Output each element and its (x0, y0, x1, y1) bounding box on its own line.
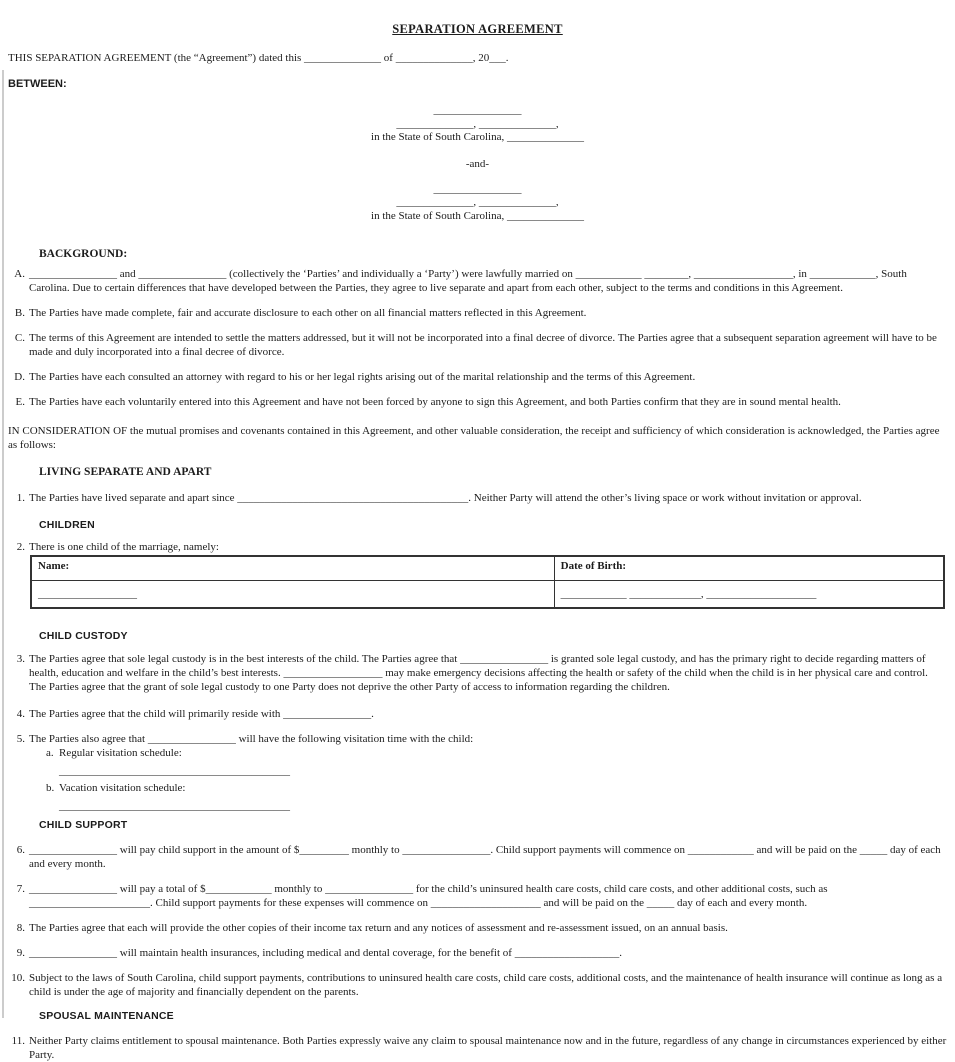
clause-number: 6. (16, 844, 25, 856)
clause-number: 5. (16, 733, 25, 745)
item-marker: B. (14, 307, 25, 319)
clause-number: 2. (16, 541, 25, 553)
children-table-cell-dob: ____________ _____________, ____________________ (554, 581, 944, 609)
vacation-visitation-blank: __________________________________________ (59, 800, 290, 812)
consideration-clause: IN CONSIDERATION OF the mutual promises and covenants contained in this Agreement, and other valuable consideration, the receipt and sufficiency of which consideration is acknowledged, the Parties agree as follows: (8, 425, 940, 451)
item-marker: D. (14, 371, 25, 383)
background-heading: BACKGROUND: (39, 248, 128, 260)
regular-visitation-blank: __________________________________________ (59, 765, 290, 777)
clause-7 (8, 882, 947, 910)
background-item-d (8, 370, 947, 384)
children-table-cell-name: __________________ (31, 581, 554, 609)
clause-text: ________________ will pay child support in the amount of $_________ monthly to ________________. Child support payments will commence on ____________ and will be paid on the _____ day of each and every month. (29, 844, 941, 870)
children-table-header-name: Name: (31, 556, 554, 581)
party2-block (8, 183, 947, 224)
clause-text-block (29, 732, 947, 813)
party1-name-blank: ________________ (433, 104, 522, 116)
party1-address-blank: ______________, ______________, (396, 117, 559, 130)
item-text: The Parties have each consulted an attorney with regard to his or her legal rights arising out of the marital relationship and the terms of this Agreement. (29, 371, 696, 383)
spousal-maintenance-heading: SPOUSAL MAINTENANCE (39, 1010, 174, 1022)
sub-item-marker: b. (46, 782, 55, 794)
clause-4 (8, 707, 947, 721)
clause-number: 8. (16, 922, 25, 934)
clause-number: 3. (16, 653, 25, 665)
item-marker: C. (14, 332, 25, 344)
clause-number: 1. (16, 492, 25, 504)
item-marker: A. (14, 268, 25, 280)
clause-number: 11. (11, 1035, 25, 1047)
children-table-header-dob: Date of Birth: (554, 556, 944, 581)
clause-10 (8, 971, 947, 999)
clause-5 (8, 732, 947, 813)
party2-address-blank: ______________, ______________, (396, 196, 559, 208)
and-separator: -and- (465, 157, 490, 170)
clause-text: Neither Party claims entitlement to spousal maintenance. Both Parties expressly waive any claim to spousal maintenance now and in the future, regardless of any change in circumstances experienced by either Party. (29, 1035, 947, 1061)
sub-item-text: Vacation visitation schedule: (59, 782, 186, 794)
clause-text: The Parties agree that each will provide the other copies of their income tax return and any notices of assessment and re-assessment issued, on an annual basis. (29, 922, 728, 934)
background-item-b (8, 306, 947, 320)
document-title: SEPARATION AGREEMENT (392, 22, 563, 36)
party1-state-line: in the State of South Carolina, ______________ (371, 131, 584, 143)
clause-text: ________________ will maintain health insurances, including medical and dental coverage, for the benefit of ___________________. (29, 947, 622, 959)
background-item-a (8, 267, 947, 295)
children-table (30, 555, 945, 609)
clause-2 (8, 540, 947, 554)
clause-3 (8, 652, 947, 694)
background-item-e (8, 395, 947, 409)
intro-clause: THIS SEPARATION AGREEMENT (the “Agreement”) dated this ______________ of ______________, 20___. (8, 52, 509, 64)
clause-number: 10. (11, 972, 25, 984)
visitation-item-b (29, 781, 947, 795)
background-item-c (8, 331, 947, 359)
clause-text: The Parties have lived separate and apart since __________________________________________. Neither Party will attend the other’s living space or work without invitation or approval. (29, 492, 862, 504)
clause-number: 9. (16, 947, 25, 959)
item-text: The terms of this Agreement are intended to settle the matters addressed, but it will not be incorporated into a final decree of divorce. The Parties agree that a subsequent separation agreement will have to be made and duly incorporated into a final decree of divorce. (29, 332, 937, 358)
clause-11 (8, 1034, 947, 1062)
clause-9 (8, 946, 947, 960)
clause-text: The Parties agree that sole legal custody is in the best interests of the child. The Parties agree that ________________ is granted sole legal custody, and has the primary right to decide regarding matters of health, education and welfare in the child’s best interests. __________________ may make emergency decisions affecting the health or safety of the child when the child is in her physical care and control. The Parties agree that the grant of sole legal custody to one Party does not deprive the other Party of access to information regarding the children. (29, 653, 928, 693)
page-left-edge-line (2, 70, 4, 1018)
clause-text: Subject to the laws of South Carolina, child support payments, contributions to uninsured health care costs, child care costs, additional costs, and the maintenance of health insurance will continue as long as a child is under the age of majority and financially dependent on the parents. (29, 972, 943, 998)
clause-1 (8, 491, 947, 505)
clause-text: The Parties also agree that ________________ will have the following visitation time with the child: (29, 733, 474, 745)
visitation-item-a (29, 746, 947, 760)
living-separate-heading: LIVING SEPARATE AND APART (39, 466, 212, 478)
party2-name-blank: ________________ (433, 182, 522, 195)
item-text: The Parties have each voluntarily entered into this Agreement and have not been forced by anyone to sign this Agreement, and both Parties confirm that they are in sound mental health. (29, 396, 841, 408)
clause-number: 4. (16, 708, 25, 720)
children-table-data-row (31, 581, 944, 609)
sub-item-text: Regular visitation schedule: (59, 747, 182, 759)
between-label: BETWEEN: (8, 78, 67, 90)
child-support-heading: CHILD SUPPORT (39, 819, 128, 831)
party1-block (8, 104, 947, 145)
item-marker: E. (15, 396, 25, 408)
clause-text: The Parties agree that the child will primarily reside with ________________. (29, 708, 374, 720)
party2-state-line: in the State of South Carolina, ______________ (371, 209, 584, 222)
child-custody-heading: CHILD CUSTODY (39, 630, 128, 642)
children-heading: CHILDREN (39, 519, 95, 531)
item-text: The Parties have made complete, fair and accurate disclosure to each other on all financial matters reflected in this Agreement. (29, 307, 587, 319)
clause-6 (8, 843, 947, 871)
clause-text: There is one child of the marriage, namely: (29, 541, 219, 553)
clause-8 (8, 921, 947, 935)
children-table-header-row (31, 556, 944, 581)
item-text: ________________ and ________________ (collectively the ‘Parties’ and individually a ‘Party’) were lawfully married on ____________ ________, __________________, in ____________, South Carolina. Due to certain differences that have developed between the Parties, they agree to live separate and apart from each other, subject to the terms and conditions in this Agreement. (29, 268, 907, 294)
clause-number: 7. (16, 883, 25, 895)
clause-text: ________________ will pay a total of $____________ monthly to ________________ for the child’s uninsured health care costs, child care costs, and other additional costs, such as ______________________. Child support payments for these expenses will commence on ____________________ and will be paid on the _____ day of each and every month. (29, 883, 828, 909)
sub-item-marker: a. (46, 747, 54, 759)
